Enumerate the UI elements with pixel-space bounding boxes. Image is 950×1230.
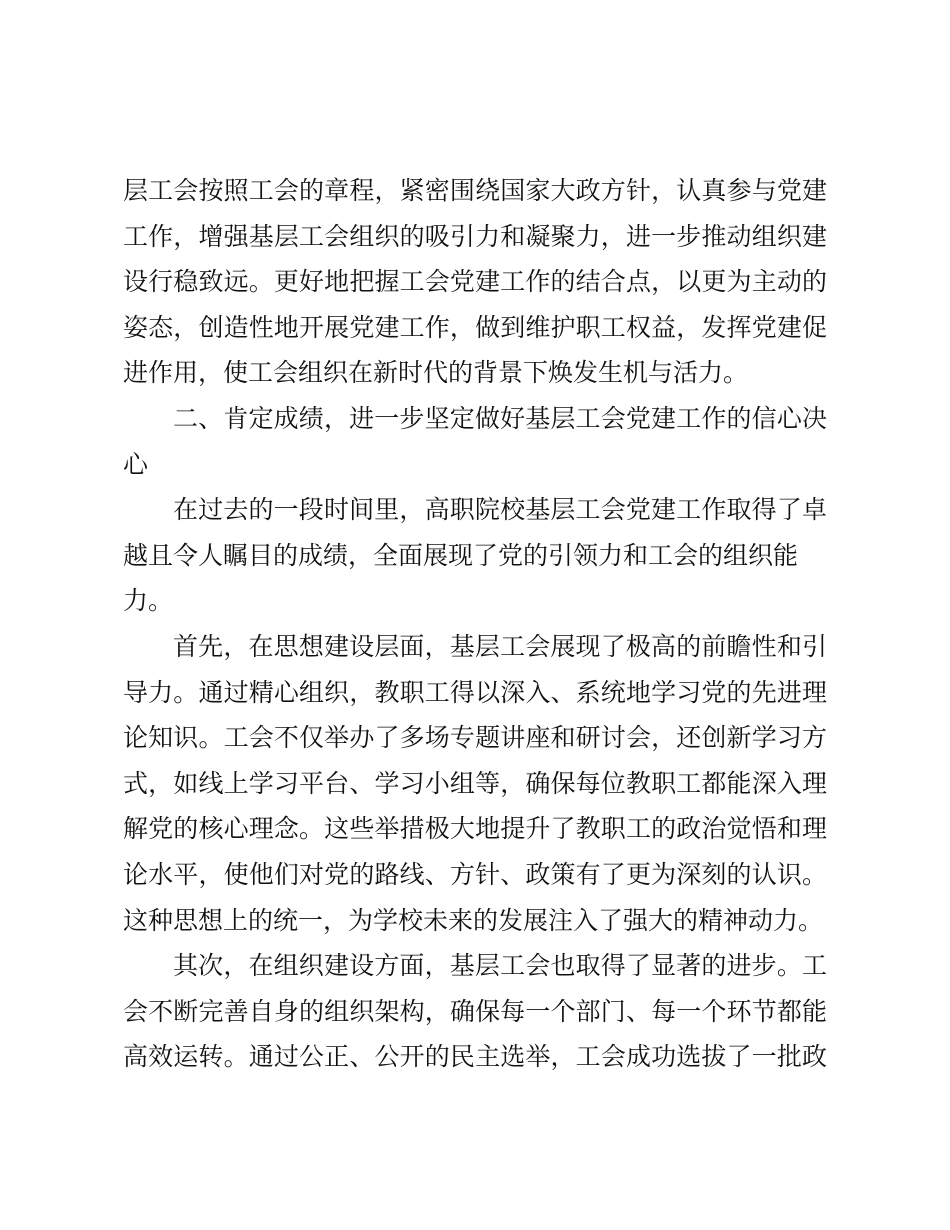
text-line: 越且令人瞩目的成绩，全面展现了党的引领力和工会的组织能 (123, 540, 799, 570)
text-line: 论水平，使他们对党的路线、方针、政策有了更为深刻的认识。 (123, 859, 827, 889)
paragraph-continuation (123, 168, 827, 396)
text-line: 姿态，创造性地开展党建工作，做到维护职工权益，发挥党建促 (123, 312, 827, 342)
text-line: 其次，在组织建设方面，基层工会也取得了显著的进步。工 (173, 951, 827, 981)
text-line: 工作，增强基层工会组织的吸引力和凝聚力，进一步推动组织建 (123, 221, 827, 251)
text-line: 层工会按照工会的章程，紧密围绕国家大政方针，认真参与党建 (123, 176, 827, 205)
text-line: 首先，在思想建设层面，基层工会展现了极高的前瞻性和引 (173, 631, 827, 661)
heading-line: 二、肯定成绩，进一步坚定做好基层工会党建工作的信心决 (173, 403, 827, 433)
text-line: 在过去的一段时间里，高职院校基层工会党建工作取得了卓 (173, 495, 827, 525)
document-body (123, 168, 827, 1080)
text-line: 导力。通过精心组织，教职工得以深入、系统地学习党的先进理 (123, 677, 827, 707)
paragraph-ideological-building (123, 624, 827, 943)
text-line: 高效运转。通过公正、公开的民主选举，工会成功选拔了一批政 (123, 1042, 827, 1072)
text-line: 设行稳致远。更好地把握工会党建工作的结合点，以更为主动的 (123, 267, 827, 297)
text-line: 式，如线上学习平台、学习小组等，确保每位教职工都能深入理 (123, 768, 827, 798)
text-line: 解党的核心理念。这些举措极大地提升了教职工的政治觉悟和理 (123, 814, 827, 844)
text-line: 这种思想上的统一，为学校未来的发展注入了强大的精神动力。 (123, 905, 824, 935)
text-line: 论知识。工会不仅举办了多场专题讲座和研讨会，还创新学习方 (123, 723, 827, 753)
paragraph-achievements-intro (123, 487, 827, 624)
text-line: 力。 (123, 586, 174, 616)
section-heading (123, 396, 827, 487)
paragraph-organizational-building (123, 943, 827, 1080)
heading-line: 心 (123, 449, 149, 479)
text-line: 会不断完善自身的组织架构，确保每一个部门、每一个环节都能 (123, 996, 827, 1026)
text-line: 进作用，使工会组织在新时代的背景下焕发生机与活力。 (123, 358, 749, 388)
